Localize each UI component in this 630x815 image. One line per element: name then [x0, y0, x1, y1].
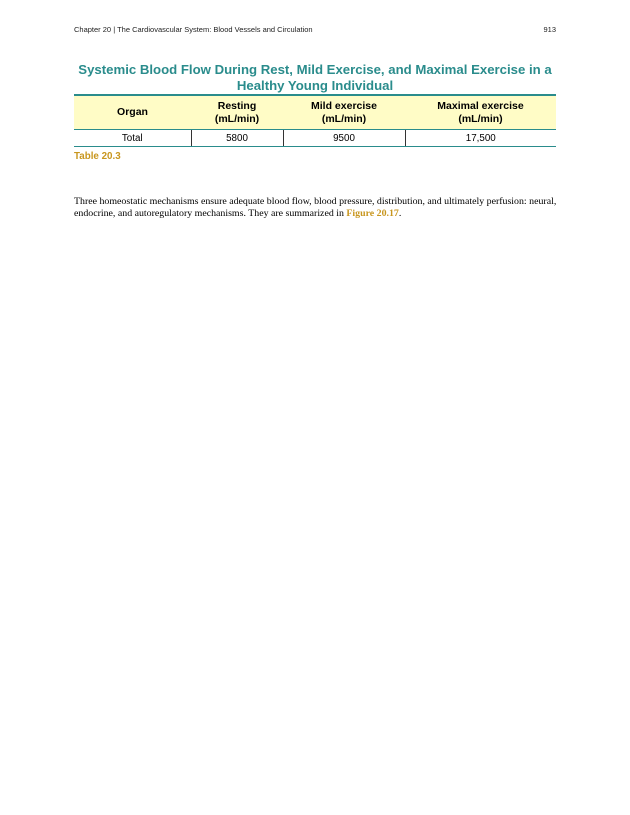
figure-link[interactable]: Figure 20.17 [346, 208, 399, 220]
column-header-unit: (mL/min) [321, 112, 367, 125]
chapter-title: Chapter 20 | The Cardiovascular System: Blood Vessels and Circulation [74, 25, 313, 34]
table-cell-maximal-exercise: 17,500 [405, 130, 556, 147]
table-caption: Table 20.3 [74, 151, 121, 162]
column-header-organ [74, 95, 191, 130]
table-title: Systemic Blood Flow During Rest, Mild Exercise, and Maximal Exercise in a Healthy Young Individual [78, 62, 552, 93]
table-header-row [74, 95, 556, 130]
column-header-unit: (mL/min) [458, 112, 503, 125]
page-number: 913 [543, 25, 556, 34]
table-cell-resting: 5800 [191, 130, 283, 147]
column-header-mild-exercise [283, 95, 405, 130]
body-paragraph [74, 196, 558, 221]
column-header-line: Mild exercise [311, 100, 377, 112]
paragraph-text-end: . [398, 208, 402, 220]
column-header-line: Maximal exercise [437, 100, 524, 112]
column-header-maximal-exercise [405, 95, 556, 130]
column-header-line: Resting [217, 100, 257, 112]
table-cell-mild-exercise: 9500 [283, 130, 405, 147]
paragraph-text: Three homeostatic mechanisms ensure adequate blood flow, blood pressure, distribution, and ultimately perfusion: neural, endocrine, and autoregulatory mechanisms. They are summarized in [74, 195, 557, 220]
table-row [74, 130, 556, 147]
column-header-unit: (mL/min) [214, 112, 260, 125]
page-header [74, 25, 556, 37]
blood-flow-table [74, 94, 556, 147]
column-header-line: Organ [117, 106, 148, 119]
table-cell-organ: Total [74, 130, 191, 147]
column-header-resting [191, 95, 283, 130]
table-container [74, 94, 556, 147]
